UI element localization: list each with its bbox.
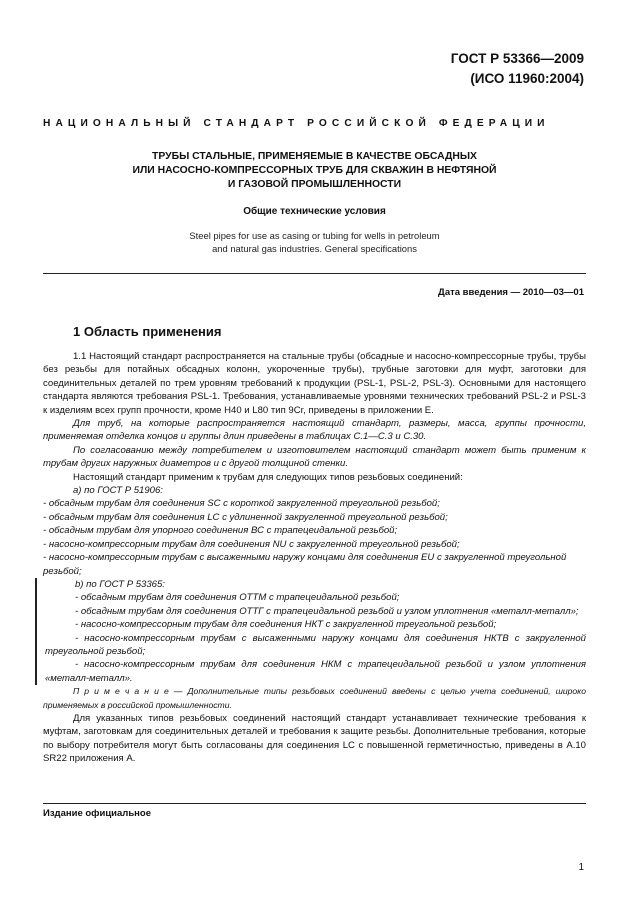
list-a-heading: а) по ГОСТ Р 51906: [73, 485, 163, 497]
english-title [43, 229, 586, 255]
section-body [43, 350, 586, 766]
list-b-block [35, 578, 586, 685]
list-item: - насосно-компрессорным трубам для соединения NU с закругленной треугольной резьбой; [43, 538, 460, 550]
gost-code: ГОСТ Р 53366—2009 [450, 51, 584, 66]
list-item: - насосно-компрессорным трубам для соединения НКМ с трапецеидальной резьбой и узлом уплотнения «металл-металл». [45, 659, 586, 684]
list-item: - насосно-компрессорным трубам с высаженными наружу концами для соединения EU с закругленной треугольной резьбой; [43, 552, 567, 577]
title-line-2: ИЛИ НАСОСНО-КОМПРЕССОРНЫХ ТРУБ ДЛЯ СКВАЖИН В НЕФТЯНОЙ [132, 165, 497, 177]
list-item: - обсадным трубам для соединения ОТТГ с трапецеидальной резьбой и узлом уплотнения «металл-металл»; [75, 605, 579, 617]
list-a [43, 497, 586, 577]
note: П р и м е ч а н и е — Дополнительные типы резьбовых соединений введены с целью учета соединений, широко применяемых в российской промышленности. [43, 686, 586, 710]
list-b-heading: b) по ГОСТ Р 53365: [75, 578, 165, 590]
standard-codes [451, 49, 584, 89]
title-line-1: ТРУБЫ СТАЛЬНЫЕ, ПРИМЕНЯЕМЫЕ В КАЧЕСТВЕ ОБСАДНЫХ [152, 151, 477, 162]
list-item: - насосно-компрессорным трубам для соединения НКТ с закругленной треугольной резьбой; [75, 619, 497, 631]
list-item: - насосно-компрессорным трубам с высаженными наружу концами для соединения НКТВ с закругленной треугольной резьбой; [45, 632, 586, 657]
title-line-3: И ГАЗОВОЙ ПРОМЫШЛЕННОСТИ [227, 179, 402, 191]
paragraph-thread-types: Настоящий стандарт применим к трубам для следующих типов резьбовых соединений: [73, 471, 463, 483]
footer-divider [43, 803, 586, 804]
list-item: - обсадным трубам для соединения ОТТМ с трапецеидальной резьбой; [75, 592, 400, 604]
page-number: 1 [578, 862, 584, 873]
document-title [43, 150, 586, 193]
iso-code: (ИСО 11960:2004) [470, 71, 584, 86]
paragraph-agreement: По согласованию между потребителем и изготовителем настоящий стандарт может быть применим к трубам других наружных диаметров и с другой толщиной стенки. [43, 444, 586, 470]
list-item: - обсадным трубам для упорного соединения ВС с трапецеидальной резьбой; [43, 525, 398, 537]
list-item: - обсадным трубам для соединения LC с удлиненной закругленной треугольной резьбой; [43, 511, 448, 523]
document-subtitle: Общие технические условия [243, 206, 386, 217]
header-divider [43, 273, 586, 274]
section-heading: 1 Область применения [73, 324, 222, 339]
paragraph-requirements: Для указанных типов резьбовых соединений настоящий стандарт устанавливает технические требования к муфтам, заготовкам для соединительных деталей и требования к защите резьбы. Дополнительные требования, которые по выбору потребителя могут быть согласованы для соединения LC с повышенной герметичностью, приведены в А.10 SR22 приложения А. [43, 712, 586, 765]
official-edition: Издание официальное [43, 808, 151, 819]
paragraph-scope: 1.1 Настоящий стандарт распространяется на стальные трубы (обсадные и насосно-компрессорные трубы, трубы без резьбы для потайных обсадных колонн, укороченные трубы), трубные заготовки для муфт, заготовки для соединительных деталей по трем уровням требований к продукции (PSL-1, PSL-2, PSL-3). Основными для настоящего стандарта являются требования PSL-1. Требования, устанавливаемые уровнями технических требований PSL-2 и PSL-3 к изделиям всех групп прочности, кроме Н40 и L80 тип 9Cr, приведены в приложении Е. [43, 351, 586, 416]
introduction-date: Дата введения — 2010—03—01 [438, 287, 584, 298]
paragraph-dimensions: Для труб, на которые распространяется настоящий стандарт, размеры, масса, группы прочности, применяемая отделка концов и группы длин приведены в таблицах С.1—С.3 и С.30. [43, 418, 586, 443]
english-title-line-2: and natural gas industries. General specifications [212, 243, 417, 254]
national-standard-banner: НАЦИОНАЛЬНЫЙ СТАНДАРТ РОССИЙСКОЙ ФЕДЕРАЦИИ [43, 118, 550, 129]
english-title-line-1: Steel pipes for use as casing or tubing for wells in petroleum [189, 230, 440, 241]
list-item: - обсадным трубам для соединения SC с короткой закругленной треугольной резьбой; [43, 498, 440, 510]
